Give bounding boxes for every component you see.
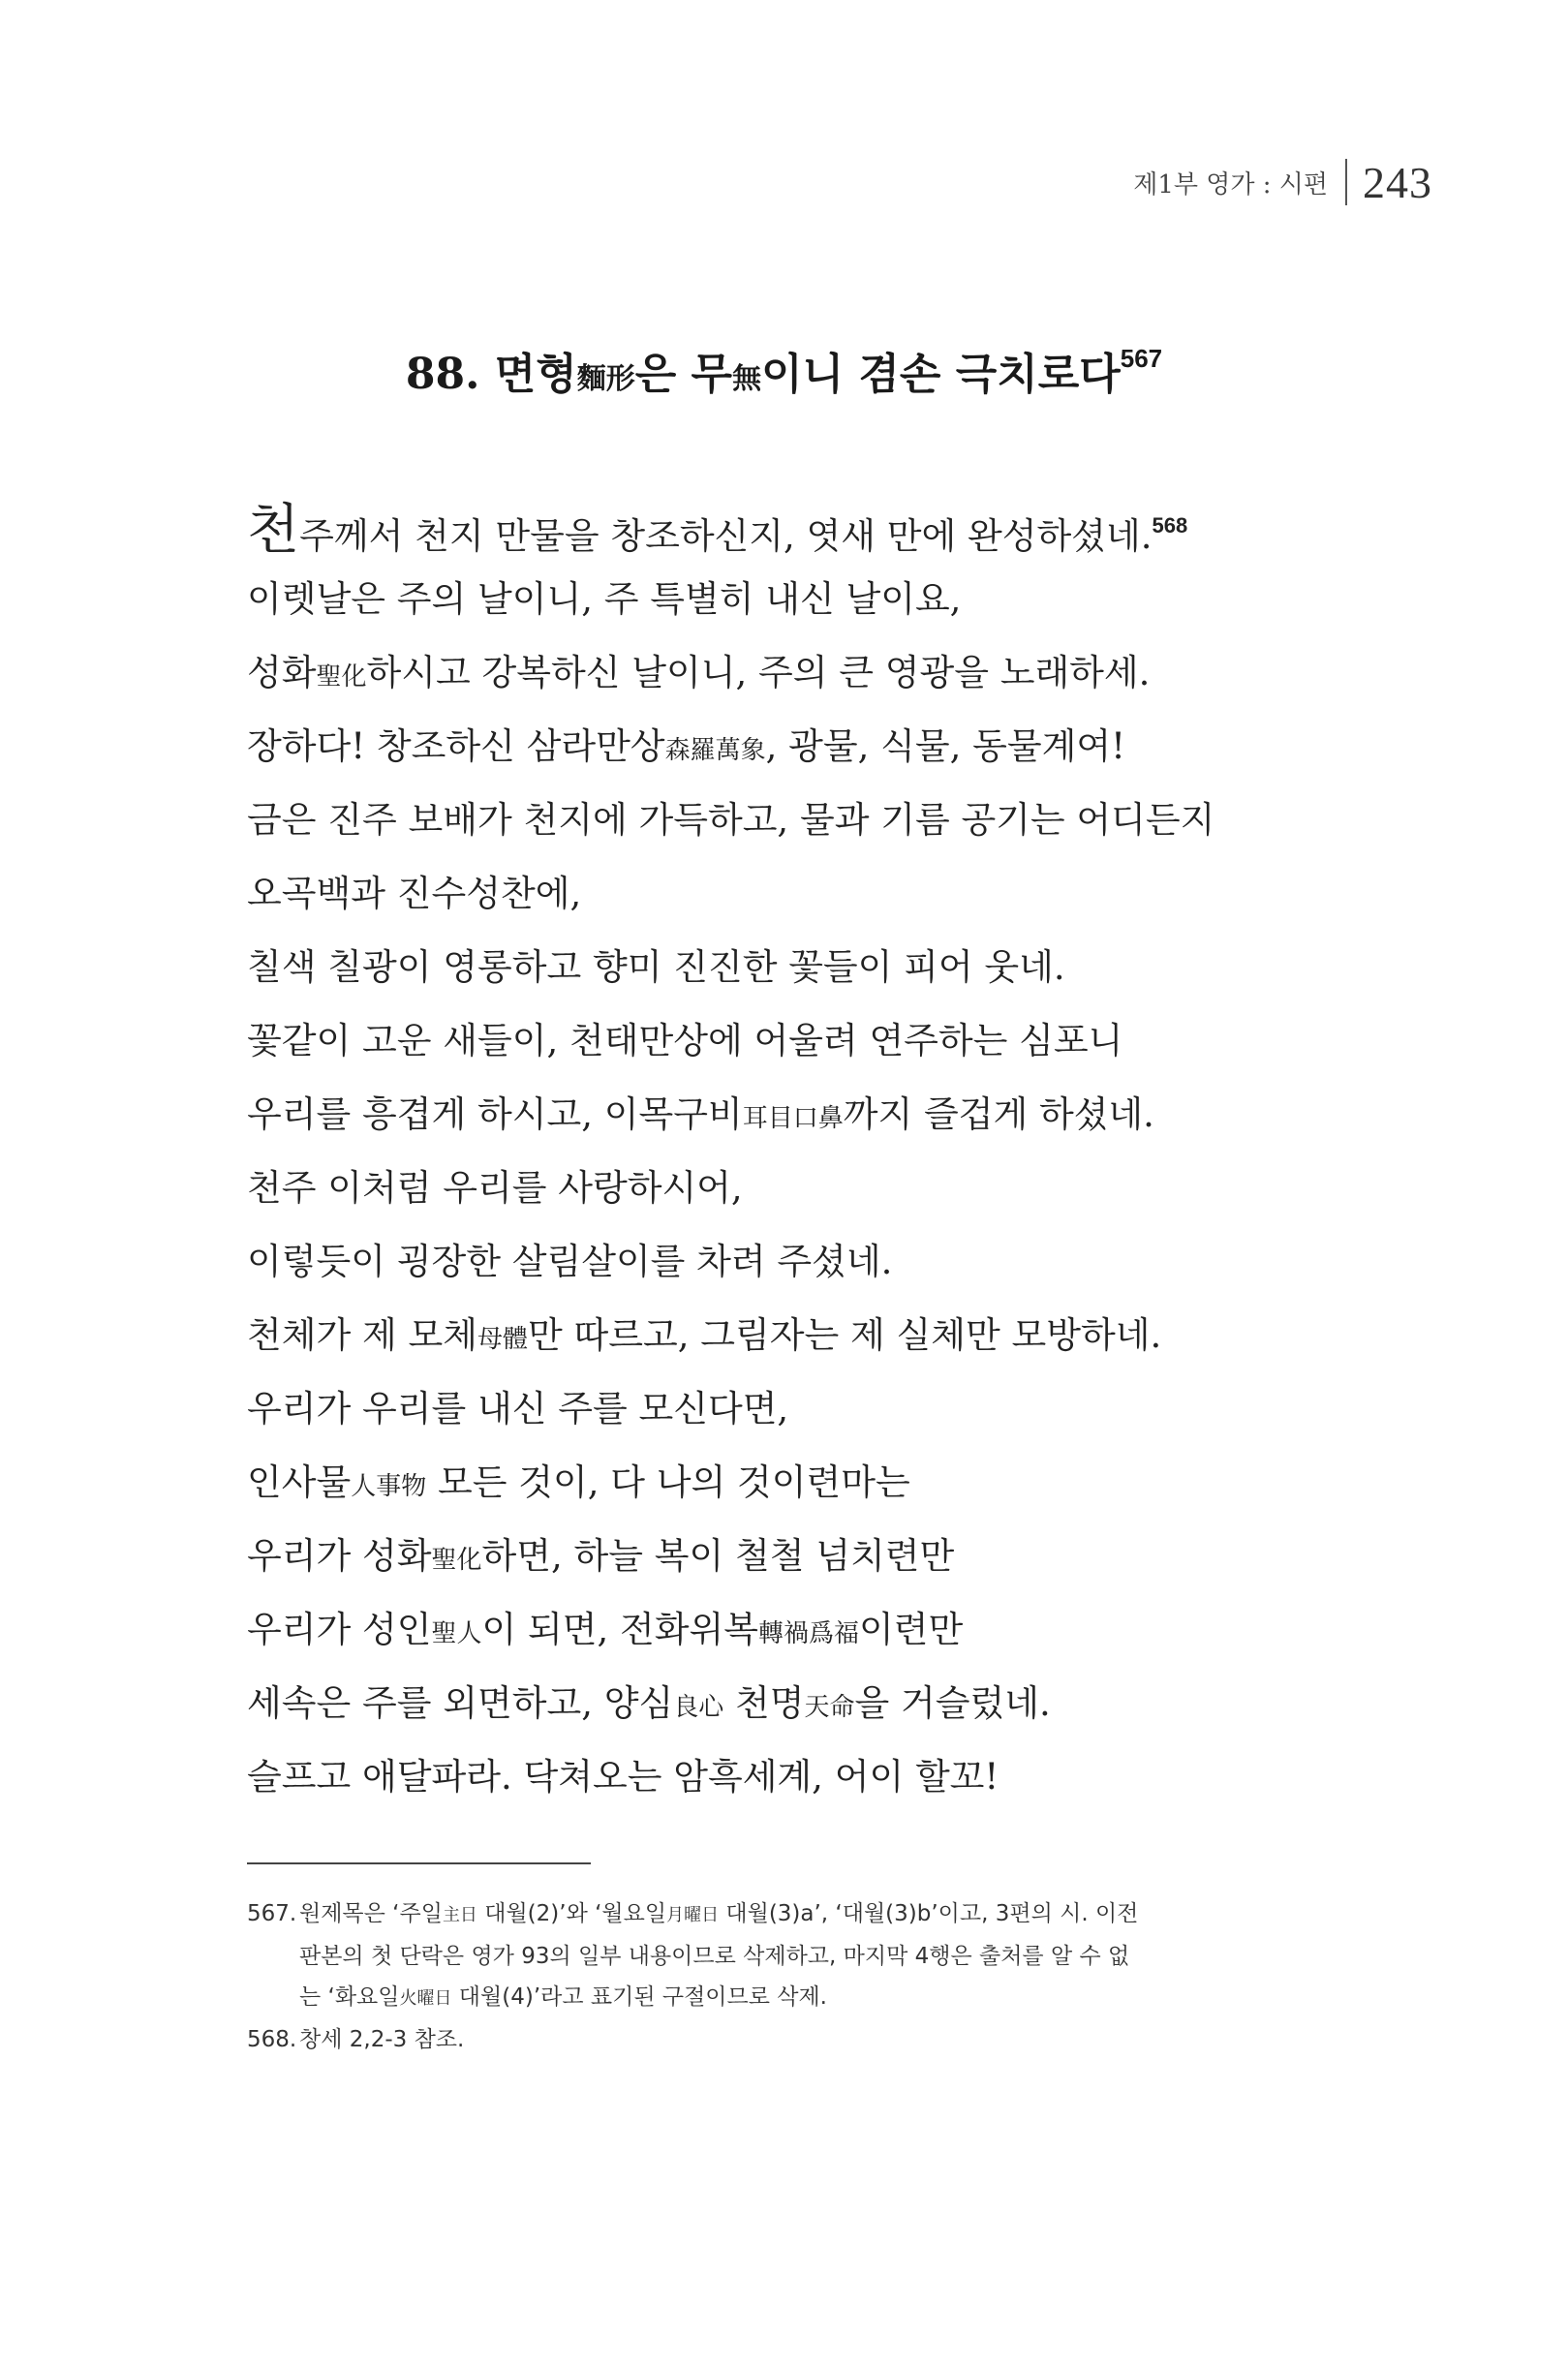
text-run: 우리가 성인 [247, 1609, 432, 1650]
text-run: 는 ‘화요일 [299, 1984, 400, 2010]
text-run: 까지 즐겁게 하셨네. [843, 1093, 1154, 1135]
hanja-gloss: 良心 [673, 1693, 724, 1722]
text-run: 대월(3)a’, ‘대월(3)b’이고, 3편의 시. 이전 [719, 1901, 1139, 1926]
section-title: 제1부 영가 : 시편 [1133, 169, 1328, 200]
text-run: 슬프고 애달파라. 닥쳐오는 암흑세계, 어이 할꼬! [247, 1756, 999, 1798]
poem-line [247, 784, 1370, 857]
text-run: 천체가 제 모체 [247, 1314, 477, 1356]
title-text-1: 88. 면형 [405, 350, 577, 399]
text-run: 하시고 강복하신 날이니, 주의 큰 영광을 노래하세. [366, 652, 1151, 693]
text-run: 하면, 하늘 복이 철철 넘치련만 [481, 1535, 955, 1577]
hanja-gloss: 森羅萬象 [664, 736, 766, 765]
hanja-gloss: 人事物 [351, 1472, 427, 1501]
running-head [1133, 155, 1432, 209]
footnote-line [299, 2019, 1332, 2060]
poem-line [247, 1078, 1370, 1152]
text-run: 우리가 우리를 내신 주를 모신다면, [247, 1388, 789, 1430]
text-run: , 광물, 식물, 동물계여! [765, 725, 1125, 767]
text-run: 창세 2,2-3 참조. [299, 2027, 465, 2052]
text-run: 원제목은 ‘주일 [299, 1901, 443, 1926]
text-run: 이렛날은 주의 날이니, 주 특별히 내신 날이요, [247, 578, 962, 620]
poem-line [247, 857, 1370, 931]
text-run: 주께서 천지 만물을 창조하신지, 엿새 만에 완성하셨네. [299, 515, 1153, 557]
footnote-line [299, 1977, 1332, 2019]
text-run: 장하다! 창조하신 삼라만상 [247, 725, 665, 767]
poem-line [247, 636, 1370, 710]
text-run: 우리가 성화 [247, 1535, 432, 1577]
footnote [247, 1893, 1332, 2019]
footnote-divider [247, 1862, 591, 1864]
title-hanja-1: 麵形 [576, 362, 635, 396]
text-run: 오곡백과 진수성찬에, [247, 873, 582, 914]
footnote-line [299, 1893, 1332, 1936]
footnote-number: 568. [247, 2027, 297, 2052]
text-run: 만 따르고, 그림자는 제 실체만 모방하네. [528, 1314, 1162, 1356]
text-run: 대월(2)’와 ‘월요일 [477, 1901, 667, 1926]
text-run: 성화 [247, 652, 317, 693]
text-run: 우리를 흥겹게 하시고, 이목구비 [247, 1093, 743, 1135]
title-footnote-ref: 567 [1120, 344, 1163, 373]
text-run: 을 거슬렀네. [854, 1682, 1051, 1724]
poem-line [247, 1593, 1370, 1667]
text-run: 칠색 칠광이 영롱하고 향미 진진한 꽃들이 피어 웃네. [247, 946, 1065, 988]
text-run: 이련만 [859, 1609, 964, 1650]
hanja-gloss: 天命 [804, 1693, 855, 1722]
poem-line [247, 1740, 1370, 1814]
poem-line [247, 1152, 1370, 1225]
initial-letter: 천 [247, 499, 300, 562]
text-run: 인사물 [247, 1461, 352, 1503]
poem-line [247, 710, 1370, 784]
text-run: 천명 [723, 1682, 805, 1724]
text-run: 천주 이처럼 우리를 사랑하시어, [247, 1167, 743, 1209]
footnote-number: 567. [247, 1901, 297, 1926]
poem-line [247, 1225, 1370, 1299]
header-divider [1345, 159, 1347, 205]
hanja-gloss: 聖化 [316, 662, 367, 692]
text-run: 이렇듯이 굉장한 살림살이를 차려 주셨네. [247, 1241, 893, 1282]
text-run: 세속은 주를 외면하고, 양심 [247, 1682, 674, 1724]
text-run: 금은 진주 보배가 천지에 가득하고, 물과 기름 공기는 어디든지 [247, 799, 1215, 841]
text-run: 대월(4)’라고 표기된 구절이므로 삭제. [451, 1984, 827, 2010]
poem-title [0, 339, 1568, 401]
poem-body [247, 489, 1370, 1814]
hanja-gloss: 主日 [442, 1905, 477, 1925]
hanja-gloss: 母體 [477, 1325, 528, 1354]
title-text-3: 이니 겸손 극치로다 [761, 350, 1121, 399]
poem-line [247, 931, 1370, 1004]
poem-line [247, 1372, 1370, 1446]
footnotes [247, 1893, 1332, 2060]
hanja-gloss: 耳目口鼻 [742, 1104, 844, 1133]
title-text-2: 은 무 [634, 350, 733, 399]
hanja-gloss: 火曜日 [399, 1988, 452, 2009]
hanja-gloss: 聖化 [431, 1546, 482, 1575]
poem-line [247, 1004, 1370, 1078]
text-run: 꽃같이 고운 새들이, 천태만상에 어울려 연주하는 심포니 [247, 1020, 1123, 1061]
poem-line [247, 1446, 1370, 1520]
hanja-gloss: 月曜日 [666, 1905, 720, 1925]
footnote-ref: 568 [1152, 513, 1188, 538]
poem-line [247, 1667, 1370, 1740]
poem-line [247, 1520, 1370, 1593]
footnote-line [299, 1936, 1332, 1977]
poem-line [247, 563, 1370, 636]
text-run: 판본의 첫 단락은 영가 93의 일부 내용이므로 삭제하고, 마지막 4행은 출처를 알 수 없 [299, 1944, 1130, 1969]
hanja-gloss: 轉禍爲福 [757, 1619, 859, 1648]
text-run: 이 되면, 전화위복 [481, 1609, 758, 1650]
hanja-gloss: 聖人 [431, 1619, 482, 1648]
text-run: 모든 것이, 다 나의 것이련마는 [426, 1461, 910, 1503]
poem-line [247, 489, 1370, 563]
title-hanja-2: 無 [732, 362, 762, 396]
poem-line [247, 1299, 1370, 1372]
page-number: 243 [1363, 157, 1432, 207]
footnote [247, 2019, 1332, 2060]
